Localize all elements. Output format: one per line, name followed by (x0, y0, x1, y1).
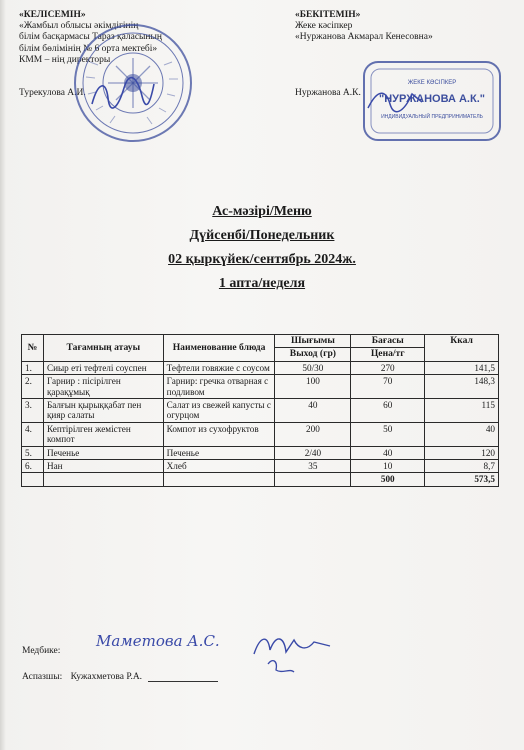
cell-yield: 50/30 (275, 361, 351, 374)
cell-num: 2. (22, 375, 44, 399)
stamp-bottom-text: ИНДИВИДУАЛЬНЫЙ ПРЕДПРИНИМАТЕЛЬ (381, 114, 483, 120)
table-row (22, 399, 499, 423)
header-kcal: Ккал (425, 335, 499, 362)
cell-price: 270 (351, 361, 425, 374)
table-row (22, 460, 499, 473)
cell-name-kz: Кептірілген жемістен компот (43, 422, 163, 446)
medic-label: Медбике: (22, 646, 61, 656)
approval-left-heading: «КЕЛІСЕМІН» (19, 10, 86, 20)
menu-table (21, 334, 499, 487)
cell-name-ru: Салат из свежей капусты с огурцом (163, 399, 275, 423)
table-row (22, 446, 499, 459)
menu-titles (0, 200, 524, 296)
header-yield-ru: Выход (гр) (275, 348, 351, 361)
cell-num: 6. (22, 460, 44, 473)
medic-line (22, 646, 60, 656)
cell-kcal: 115 (425, 399, 499, 423)
approval-right-line: «Нуржанова Акмарал Кенесовна» (295, 32, 433, 43)
approval-left-line: білім бөлімінің № 6 орта мектебі» (19, 43, 158, 54)
stamp-top-text: ЖЕКЕ КӘСІПКЕР (407, 80, 457, 86)
header-name-kz: Тағамның атауы (43, 335, 163, 362)
cell-kcal: 8,7 (425, 460, 499, 473)
cell-price: 40 (351, 446, 425, 459)
cell-name-ru: Компот из сухофруктов (163, 422, 275, 446)
cell-name-kz: Печенье (43, 446, 163, 459)
cell-yield: 200 (275, 422, 351, 446)
cook-name: Кужахметова Р.А. (70, 672, 143, 682)
approval-left-line: білім басқармасы Тараз қаласының (19, 32, 162, 43)
cell-yield: 35 (275, 460, 351, 473)
cell-price: 50 (351, 422, 425, 446)
date-title: 02 қыркүйек/сентябрь 2024ж. (168, 252, 356, 267)
cell-yield: 100 (275, 375, 351, 399)
approval-left-signer: Турекулова А.И. (19, 88, 86, 99)
page-edge-shadow (0, 0, 6, 750)
cook-line (22, 672, 218, 682)
header-num: № (22, 335, 44, 362)
cell-kcal: 40 (425, 422, 499, 446)
total-kcal: 573,5 (425, 473, 499, 486)
header-name-ru: Наименование блюда (163, 335, 275, 362)
week-title: 1 апта/неделя (218, 276, 306, 291)
stamp-name-text: "НУРЖАНОВА А.К." (379, 93, 485, 105)
cell-name-ru: Тефтели говяжие с соусом (163, 361, 275, 374)
cell-kcal: 120 (425, 446, 499, 459)
cell-name-ru: Хлеб (163, 460, 275, 473)
cell-kcal: 148,3 (425, 375, 499, 399)
table-row (22, 361, 499, 374)
menu-title: Ас-мәзірі/Меню (212, 204, 312, 219)
day-title: Дүйсенбі/Понедельник (189, 228, 335, 243)
table-total-row (22, 473, 499, 486)
approval-right-line: Жеке кәсіпкер (295, 21, 353, 32)
cell-name-kz: Гарнир : пісірілген қарақұмық (43, 375, 163, 399)
cell-name-kz: Сиыр еті тефтелі соуспен (43, 361, 163, 374)
header-yield-kz: Шығымы (275, 335, 351, 348)
approval-left-line: КММ – нің директоры (19, 54, 111, 65)
table-row (22, 422, 499, 446)
table-row (22, 375, 499, 399)
approval-right-heading: «БЕКІТЕМІН» (295, 10, 361, 20)
total-price: 500 (351, 473, 425, 486)
cell-kcal: 141,5 (425, 361, 499, 374)
cell-yield: 2/40 (275, 446, 351, 459)
cell-name-kz: Балғын қырыққабат пен қияр салаты (43, 399, 163, 423)
medic-signature: Маметова А.С. (96, 632, 220, 650)
medic-initials-signature (250, 630, 340, 678)
cell-price: 70 (351, 375, 425, 399)
approval-right-signer: Нуржанова А.К. (295, 87, 361, 98)
cell-name-ru: Печенье (163, 446, 275, 459)
cell-name-ru: Гарнир: гречка отварная с подливом (163, 375, 275, 399)
header-price-kz: Бағасы (351, 335, 425, 348)
cell-num: 4. (22, 422, 44, 446)
cook-signature-line (148, 672, 218, 682)
cell-num: 5. (22, 446, 44, 459)
table-header-row (22, 335, 499, 348)
director-signature (88, 74, 158, 114)
cell-name-kz: Нан (43, 460, 163, 473)
cell-num: 3. (22, 399, 44, 423)
cook-label: Аспазшы: (22, 672, 63, 682)
cell-yield: 40 (275, 399, 351, 423)
approval-left-line: «Жамбыл облысы әкімдігінің (19, 21, 139, 32)
entrepreneur-signature (366, 86, 426, 116)
cell-num: 1. (22, 361, 44, 374)
header-price-ru: Цена/тг (351, 348, 425, 361)
cell-price: 10 (351, 460, 425, 473)
cell-price: 60 (351, 399, 425, 423)
